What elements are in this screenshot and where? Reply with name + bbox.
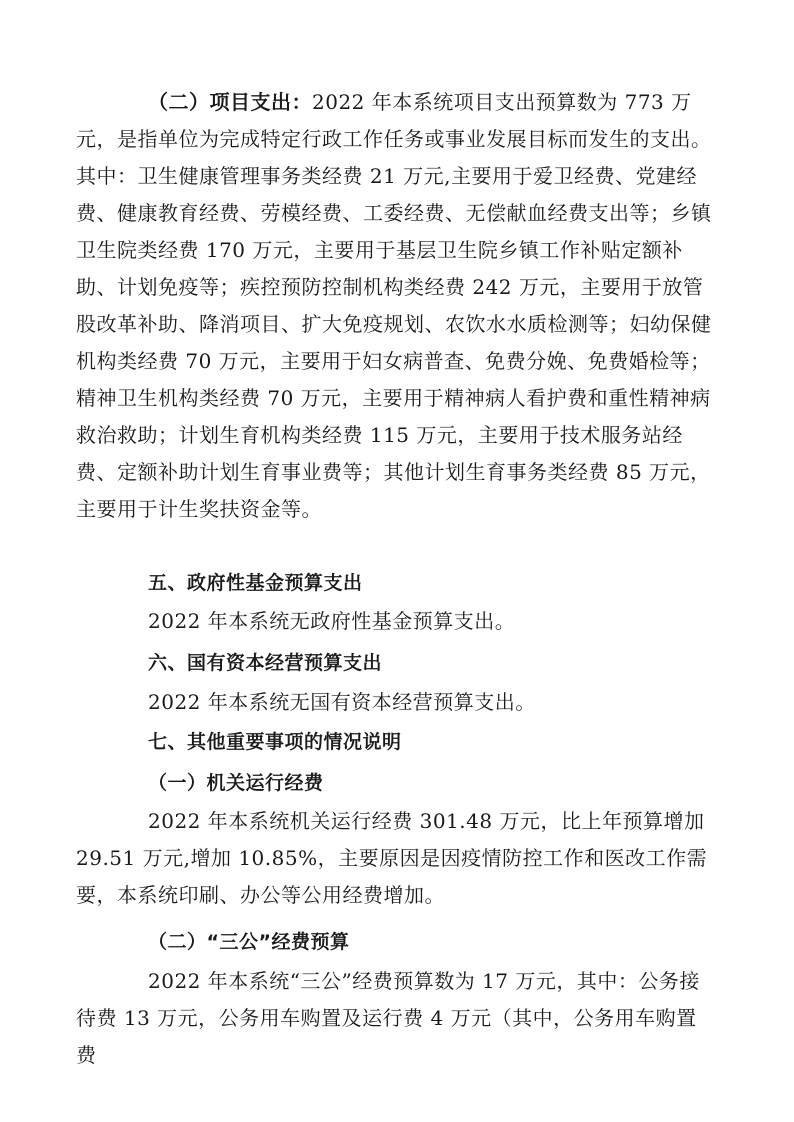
section-5-heading: 五、政府性基金预算支出 bbox=[148, 572, 363, 594]
section-7-sub2-heading: （二）“三公”经费预算 bbox=[148, 931, 350, 953]
section-7-heading: 七、其他重要事项的情况说明 bbox=[148, 731, 402, 753]
section-7-sub1-text: 2022 年本系统机关运行经费 301.48 万元，比上年预算增加 29.51 万元,增加 10.85%，主要原因是因疫情防控工作和医改工作需要，本系统印刷、办公等公用经费增加。 bbox=[76, 809, 708, 907]
section-6-heading: 六、国有资本经营预算支出 bbox=[148, 652, 383, 674]
section-7-sub2-text: 2022 年本系统“三公”经费预算数为 17 万元，其中：公务接待费 13 万元，公务用车购置及运行费 4 万元（其中，公务用车购置费 bbox=[76, 969, 700, 1067]
project-expenditure-body: 2022 年本系统项目支出预算数为 773 万元，是指单位为完成特定行政工作任务或事业发展目标而发生的支出。其中：卫生健康管理事务类经费 21 万元,主要用于爱卫经费、党建经费、健康教育经费、劳模经费、工委经费、无偿献血经费支出等；乡镇卫生院类经费 170 万元，主要用于基层卫生院乡镇工作补贴定额补助、计划免疫等；疾控预防控制机构类经费 242 万元，主要用于放管股改革补助、降消项目、扩大免疫规划、农饮水水质检测等；妇幼保健机构类经费 70 万元，主要用于妇女病普查、免费分娩、免费婚检等；精神卫生机构类经费 70 万元，主要用于精神病人看护费和重性精神病救治救助；计划生育机构类经费 115 万元，主要用于技术服务站经费、定额补助计划生育事业费等；其他计划生育事务类经费 85 万元，主要用于计生奖扶资金等。 bbox=[76, 90, 712, 521]
project-expenditure-paragraph bbox=[76, 84, 716, 528]
section-6-text: 2022 年本系统无国有资本经营预算支出。 bbox=[148, 690, 536, 714]
section-7-sub1-heading: （一）机关运行经费 bbox=[148, 772, 324, 794]
section-5-text: 2022 年本系统无政府性基金预算支出。 bbox=[148, 609, 516, 633]
project-expenditure-lead: （二）项目支出： bbox=[148, 90, 312, 114]
